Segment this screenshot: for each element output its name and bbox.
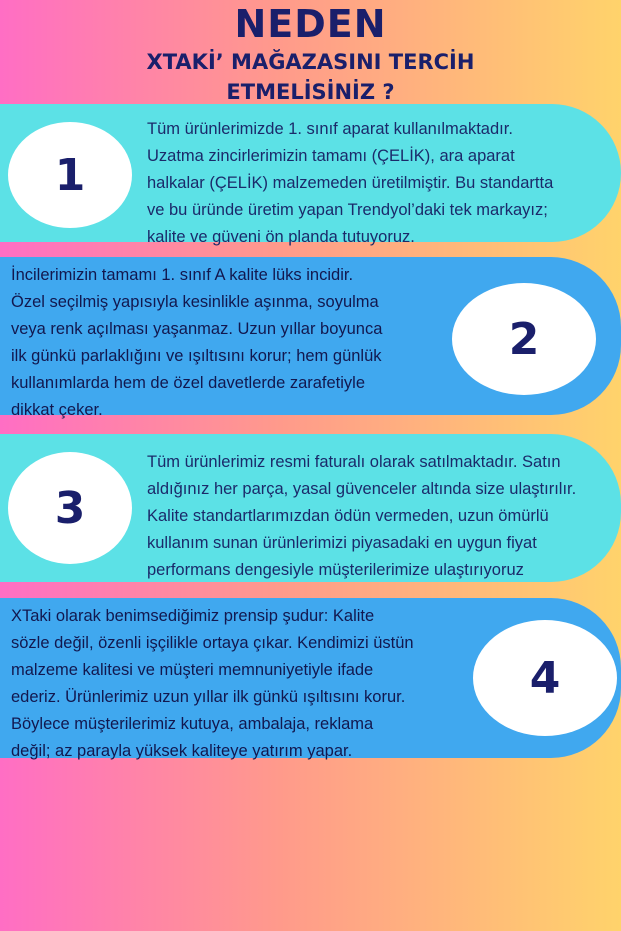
- title-neden: NEDEN: [234, 2, 387, 46]
- reason-number-3: 3: [8, 452, 132, 564]
- reason-number-2: 2: [452, 283, 596, 395]
- title-question: ETMELİSİNİZ ?: [226, 80, 395, 104]
- reason-text-4: XTaki olarak benimsediğimiz prensip şudur: Kalite sözle değil, özenli işçilikle ortaya çıkar. Kendimizi üstün malzeme kalitesi ve müşteri memnuniyetiyle ifade ederiz. Ürünlerimiz uzun yıllar ilk günkü ışıltısını korur. Böylece müşterilerimiz kutuya, ambalaja, reklama değil; az parayla yüksek kaliteye yatırım yapar.: [11, 607, 414, 760]
- reason-number-4: 4: [473, 620, 617, 736]
- reason-number-1: 1: [8, 122, 132, 228]
- title-subheading: XTAKİ’ MAĞAZASINI TERCİH: [146, 50, 475, 74]
- reason-text-3: Tüm ürünlerimiz resmi faturalı olarak satılmaktadır. Satın aldığınız her parça, yasal güvenceler altında size ulaştırılır. Kalite standartlarımızdan ödün vermeden, uzun ömürlü kullanım sunan ürünlerimizi piyasadaki en uygun fiyat performans dengesiyle müşterilerimize ulaştırıyoruz: [147, 453, 577, 579]
- reason-text-1: Tüm ürünlerimizde 1. sınıf aparat kullanılmaktadır. Uzatma zincirlerimizin tamamı (ÇELİK), ara aparat halkalar (ÇELİK) malzemeden üretilmiştir. Bu standartta ve bu üründe üretim yapan Trendyol’daki tek markayız; kalite ve güveni ön planda tutuyoruz.: [147, 120, 554, 246]
- reason-text-2: İncilerimizin tamamı 1. sınıf A kalite lüks incidir. Özel seçilmiş yapısıyla kesinlikle aşınma, soyulma veya renk açılması yaşanmaz. Uzun yıllar boyunca ilk günkü parlaklığını ve ışıltısını korur; hem günlük kullanımlarda hem de özel davetlerde zarafetiyle dikkat çeker.: [11, 266, 383, 419]
